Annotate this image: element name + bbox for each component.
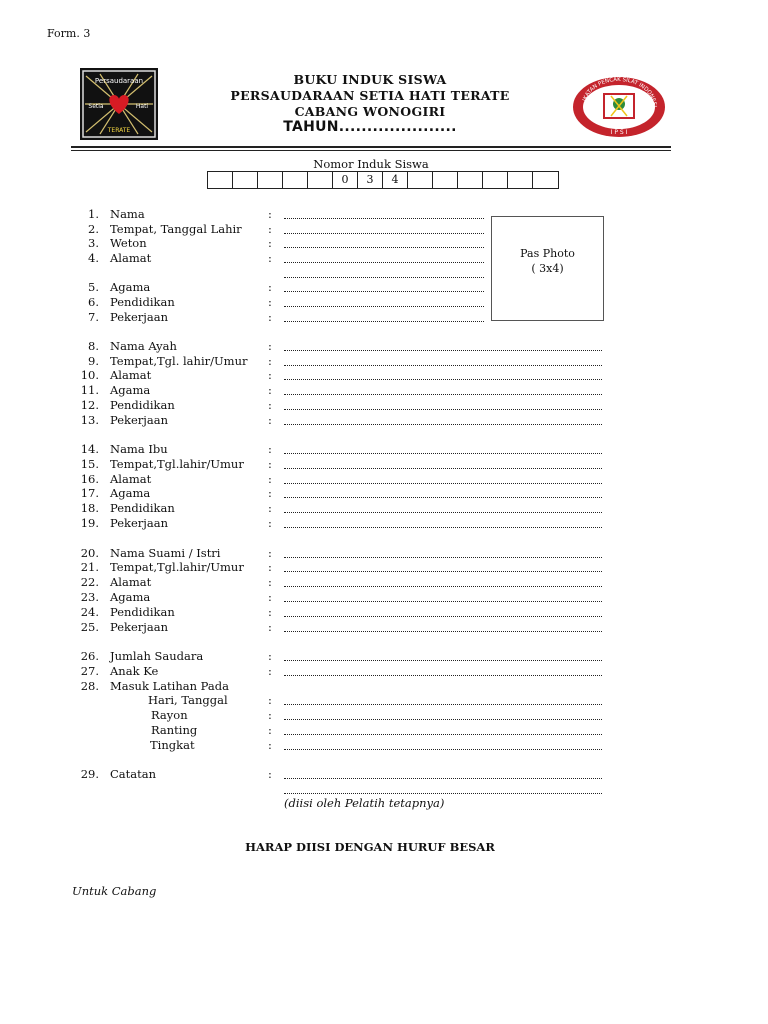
header-divider-thick (71, 146, 671, 148)
field-colon: : (268, 354, 272, 368)
nis-cell[interactable] (208, 172, 233, 188)
logo-left-text-bottom: TERATE (107, 127, 131, 134)
field-label: Alamat (110, 251, 152, 265)
field-colon: : (268, 398, 272, 412)
logo-right-ring-text: IKATAN PENCAK SILAT INDONESI (581, 76, 658, 108)
form-row (0, 679, 768, 694)
field-number: 19. (80, 516, 99, 530)
field-colon: : (268, 575, 272, 589)
field-input-line[interactable] (284, 409, 602, 410)
field-label: Jumlah Saudara (110, 649, 204, 663)
form-row (0, 560, 768, 575)
field-colon: : (268, 236, 272, 250)
form-row (0, 222, 768, 237)
field-colon: : (268, 560, 272, 574)
field-label: Agama (110, 280, 151, 294)
field-label: Pekerjaan (110, 413, 168, 427)
field-colon: : (268, 310, 272, 324)
form-row (0, 605, 768, 620)
field-colon: : (268, 472, 272, 486)
form-row (0, 442, 768, 457)
form-row (0, 472, 768, 487)
field-number: 11. (80, 383, 99, 397)
field-label: Alamat (110, 575, 152, 589)
form-row (0, 664, 768, 679)
field-colon: : (268, 383, 272, 397)
field-input-line[interactable] (284, 365, 602, 366)
field-number: 10. (80, 368, 99, 382)
field-input-line[interactable] (284, 601, 602, 602)
field-colon: : (268, 501, 272, 515)
field-number: 4. (88, 251, 99, 265)
nis-cell[interactable]: 0 (333, 172, 358, 188)
logo-left-text-top: Persaudaraan (94, 77, 144, 85)
field-number: 25. (80, 620, 99, 634)
field-number: 26. (80, 649, 99, 663)
field-label: Catatan (110, 767, 157, 781)
nis-grid[interactable] (207, 171, 559, 189)
field-colon: : (268, 339, 272, 353)
capital-letters-notice: HARAP DIISI DENGAN HURUF BESAR (245, 840, 495, 854)
field-label: Tempat,Tgl.lahir/Umur (110, 457, 244, 471)
field-input-line[interactable] (284, 262, 484, 263)
field-input-line[interactable] (284, 631, 602, 632)
field-label: Tingkat (150, 738, 195, 752)
branch-footer: Untuk Cabang (72, 884, 157, 898)
form-row (0, 236, 768, 251)
field-label: Agama (110, 383, 151, 397)
field-colon: : (268, 664, 272, 678)
form-row (0, 723, 768, 738)
field-input-line[interactable] (284, 512, 602, 513)
form-row (0, 398, 768, 413)
form-row (0, 413, 768, 428)
field-input-line[interactable] (284, 660, 602, 661)
form-row (0, 295, 768, 310)
field-colon: : (268, 457, 272, 471)
field-number: 27. (80, 664, 99, 678)
field-colon: : (268, 251, 272, 265)
field-colon: : (268, 486, 272, 500)
form-row (0, 516, 768, 531)
field-input-line[interactable] (284, 306, 484, 307)
header-organization: PERSAUDARAAN SETIA HATI TERATE (230, 88, 510, 103)
logo-left-text-hati: Hati (135, 103, 149, 110)
field-colon: : (268, 413, 272, 427)
field-input-line[interactable] (284, 778, 602, 779)
form-row (0, 383, 768, 398)
field-colon: : (268, 693, 272, 707)
field-colon: : (268, 738, 272, 752)
field-input-line[interactable] (284, 291, 484, 292)
field-input-line[interactable] (284, 394, 602, 395)
field-number: 21. (80, 560, 99, 574)
field-input-line[interactable] (284, 321, 484, 322)
form-row (0, 280, 768, 295)
field-number: 8. (88, 339, 99, 353)
field-number: 1. (88, 207, 99, 221)
field-label: Pendidikan (110, 398, 175, 412)
field-label: Weton (110, 236, 147, 250)
field-label: Nama Ibu (110, 442, 168, 456)
form-row (0, 767, 768, 782)
field-input-line[interactable] (284, 350, 602, 351)
form-row (0, 339, 768, 354)
field-number: 18. (80, 501, 99, 515)
form-row (0, 575, 768, 590)
field-number: 7. (88, 310, 99, 324)
field-label: Tempat,Tgl.lahir/Umur (110, 560, 244, 574)
field-number: 3. (88, 236, 99, 250)
form-row (0, 251, 768, 266)
field-input-line[interactable] (284, 734, 602, 735)
field-label: Hari, Tanggal (148, 693, 228, 707)
field-colon: : (268, 605, 272, 619)
field-number: 9. (88, 354, 99, 368)
nis-cell[interactable] (508, 172, 533, 188)
field-colon: : (268, 708, 272, 722)
nis-cell[interactable]: 4 (383, 172, 408, 188)
field-number: 28. (80, 679, 99, 693)
field-colon: : (268, 207, 272, 221)
field-colon: : (268, 516, 272, 530)
field-colon: : (268, 767, 272, 781)
form-number: Form. 3 (47, 27, 91, 40)
field-label: Ranting (151, 723, 198, 737)
form-row (0, 693, 768, 708)
field-input-line[interactable] (284, 616, 602, 617)
field-number: 14. (80, 442, 99, 456)
field-colon: : (268, 590, 272, 604)
field-label: Pendidikan (110, 501, 175, 515)
field-input-line[interactable] (284, 424, 602, 425)
nis-cell[interactable] (308, 172, 333, 188)
form-row (0, 590, 768, 605)
field-input-line[interactable] (284, 497, 602, 498)
field-label: Masuk Latihan Pada (110, 679, 229, 693)
field-colon: : (268, 723, 272, 737)
form-row (0, 368, 768, 383)
field-input-line[interactable] (284, 468, 602, 469)
field-label: Agama (110, 486, 151, 500)
field-label: Alamat (110, 472, 152, 486)
field-label: Alamat (110, 368, 152, 382)
field-label: Pekerjaan (110, 516, 168, 530)
field-label: Tempat,Tgl. lahir/Umur (110, 354, 248, 368)
photo-label: Pas Photo (520, 247, 575, 260)
field-number: 22. (80, 575, 99, 589)
nis-cell[interactable] (408, 172, 433, 188)
field-input-line[interactable] (284, 527, 602, 528)
logo-right-bottom-text: I P S I (610, 129, 628, 136)
field-input-line[interactable] (284, 453, 602, 454)
field-input-line[interactable] (284, 483, 602, 484)
field-label: Tempat, Tanggal Lahir (110, 222, 242, 236)
form-row (0, 207, 768, 222)
header-divider-thin (71, 150, 671, 151)
nis-cell[interactable] (258, 172, 283, 188)
field-input-line[interactable] (284, 719, 602, 720)
nis-label: Nomor Induk Siswa (313, 157, 429, 171)
ipsi-logo (571, 76, 667, 138)
field-colon: : (268, 295, 272, 309)
nis-cell[interactable] (283, 172, 308, 188)
field-colon: : (268, 222, 272, 236)
trainer-note: (diisi oleh Pelatih tetapnya) (284, 796, 445, 810)
field-input-line[interactable] (284, 379, 602, 380)
field-input-line[interactable] (284, 793, 602, 794)
nis-cell[interactable] (458, 172, 483, 188)
field-number: 15. (80, 457, 99, 471)
field-colon: : (268, 368, 272, 382)
form-row-continuation (0, 266, 768, 281)
field-colon: : (268, 649, 272, 663)
form-row (0, 738, 768, 753)
field-number: 29. (80, 767, 99, 781)
field-number: 13. (80, 413, 99, 427)
nis-cell[interactable] (483, 172, 508, 188)
field-input-line[interactable] (284, 277, 484, 278)
field-number: 16. (80, 472, 99, 486)
nis-cell[interactable] (233, 172, 258, 188)
pshtl-logo (80, 68, 158, 140)
field-label: Anak Ke (110, 664, 159, 678)
photo-size: ( 3x4) (531, 262, 564, 275)
field-number: 23. (80, 590, 99, 604)
field-number: 17. (80, 486, 99, 500)
field-colon: : (268, 442, 272, 456)
field-colon: : (268, 620, 272, 634)
field-input-line[interactable] (284, 571, 602, 572)
field-label: Nama (110, 207, 145, 221)
field-label: Agama (110, 590, 151, 604)
field-label: Pendidikan (110, 295, 175, 309)
nis-cell[interactable] (533, 172, 558, 188)
field-number: 2. (88, 222, 99, 236)
field-label: Rayon (151, 708, 188, 722)
form-row (0, 310, 768, 325)
logo-left-text-setia: Setia (88, 103, 104, 110)
field-input-line[interactable] (284, 233, 484, 234)
field-label: Pekerjaan (110, 310, 168, 324)
field-input-line[interactable] (284, 586, 602, 587)
form-row (0, 649, 768, 664)
form-row (0, 354, 768, 369)
form-row (0, 620, 768, 635)
field-colon: : (268, 546, 272, 560)
header-branch: CABANG WONOGIRI (294, 104, 446, 119)
field-label: Pekerjaan (110, 620, 168, 634)
field-input-line[interactable] (284, 749, 602, 750)
field-number: 5. (88, 280, 99, 294)
form-row (0, 546, 768, 561)
field-label: Pendidikan (110, 605, 175, 619)
nis-cell[interactable]: 3 (358, 172, 383, 188)
header-year: TAHUN..................... (283, 119, 457, 135)
form-row-continuation (0, 782, 768, 797)
field-input-line[interactable] (284, 247, 484, 248)
field-number: 6. (88, 295, 99, 309)
field-number: 24. (80, 605, 99, 619)
field-label: Nama Ayah (110, 339, 177, 353)
field-label: Nama Suami / Istri (110, 546, 221, 560)
field-input-line[interactable] (284, 557, 602, 558)
form-row (0, 457, 768, 472)
field-number: 12. (80, 398, 99, 412)
nis-cell[interactable] (433, 172, 458, 188)
field-number: 20. (80, 546, 99, 560)
form-row (0, 486, 768, 501)
field-input-line[interactable] (284, 675, 602, 676)
form-row (0, 501, 768, 516)
field-input-line[interactable] (284, 218, 484, 219)
header-title: BUKU INDUK SISWA (293, 72, 447, 87)
field-input-line[interactable] (284, 704, 602, 705)
form-row (0, 708, 768, 723)
field-colon: : (268, 280, 272, 294)
